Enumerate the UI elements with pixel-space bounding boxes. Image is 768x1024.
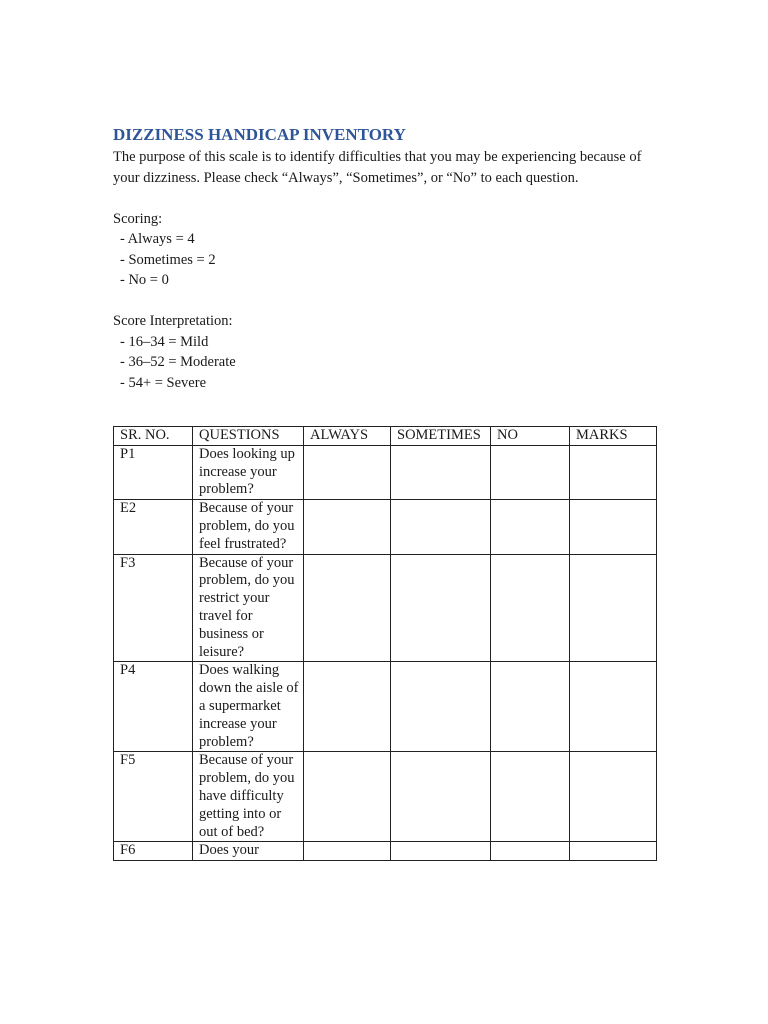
table-row <box>114 500 657 554</box>
document-title: DIZZINESS HANDICAP INVENTORY <box>113 125 406 144</box>
marks-cell[interactable] <box>570 500 657 554</box>
sr-no-cell: P1 <box>114 445 193 499</box>
sr-no-cell: F5 <box>114 752 193 842</box>
question-cell: Does walking down the aisle of a supermarket increase your problem? <box>193 662 304 752</box>
interpretation-section <box>113 311 658 393</box>
table-header-row <box>114 427 657 446</box>
sometimes-cell[interactable] <box>391 752 491 842</box>
table-row <box>114 842 657 861</box>
question-cell: Because of your problem, do you have difficulty getting into or out of bed? <box>193 752 304 842</box>
table-row <box>114 554 657 662</box>
header-sometimes: SOMETIMES <box>391 427 491 446</box>
marks-cell[interactable] <box>570 752 657 842</box>
sr-no-cell: P4 <box>114 662 193 752</box>
table-row <box>114 445 657 499</box>
scoring-item: - No = 0 <box>120 272 169 288</box>
no-cell[interactable] <box>491 752 570 842</box>
interpretation-item: - 16–34 = Mild <box>120 333 209 350</box>
question-cell: Because of your problem, do you restrict your travel for business or leisure? <box>193 554 304 662</box>
sometimes-cell[interactable] <box>391 662 491 752</box>
interpretation-item: - 54+ = Severe <box>120 374 207 391</box>
header-always: ALWAYS <box>304 427 391 446</box>
question-cell: Does your <box>193 842 304 861</box>
table-row <box>114 662 657 752</box>
scoring-item: - Always = 4 <box>120 231 195 247</box>
always-cell[interactable] <box>304 554 391 662</box>
always-cell[interactable] <box>304 752 391 842</box>
interpretation-item: - 36–52 = Moderate <box>120 354 236 370</box>
intro-paragraph: The purpose of this scale is to identify difficulties that you may be experiencing because of your dizziness. Please check “Always”, “Sometimes”, or “No” to each question. <box>113 149 642 186</box>
marks-cell[interactable] <box>570 445 657 499</box>
sometimes-cell[interactable] <box>391 445 491 499</box>
no-cell[interactable] <box>491 554 570 662</box>
scoring-heading: Scoring: <box>113 210 163 227</box>
header-no: NO <box>491 427 570 446</box>
sr-no-cell: F6 <box>114 842 193 861</box>
header-sr-no: SR. NO. <box>114 427 193 446</box>
header-questions: QUESTIONS <box>193 427 304 446</box>
question-cell: Because of your problem, do you feel frustrated? <box>193 500 304 554</box>
sr-no-cell: F3 <box>114 554 193 662</box>
scoring-section <box>113 209 658 291</box>
marks-cell[interactable] <box>570 842 657 861</box>
no-cell[interactable] <box>491 662 570 752</box>
always-cell[interactable] <box>304 500 391 554</box>
no-cell[interactable] <box>491 842 570 861</box>
interpretation-heading: Score Interpretation: <box>113 313 233 329</box>
inventory-table <box>113 426 657 861</box>
no-cell[interactable] <box>491 500 570 554</box>
always-cell[interactable] <box>304 445 391 499</box>
sometimes-cell[interactable] <box>391 554 491 662</box>
table-row <box>114 752 657 842</box>
scoring-item: - Sometimes = 2 <box>120 251 216 268</box>
always-cell[interactable] <box>304 842 391 861</box>
marks-cell[interactable] <box>570 554 657 662</box>
sometimes-cell[interactable] <box>391 842 491 861</box>
always-cell[interactable] <box>304 662 391 752</box>
marks-cell[interactable] <box>570 662 657 752</box>
header-marks: MARKS <box>570 427 657 446</box>
question-cell: Does looking up increase your problem? <box>193 445 304 499</box>
sometimes-cell[interactable] <box>391 500 491 554</box>
document-body <box>113 124 658 393</box>
sr-no-cell: E2 <box>114 500 193 554</box>
no-cell[interactable] <box>491 445 570 499</box>
